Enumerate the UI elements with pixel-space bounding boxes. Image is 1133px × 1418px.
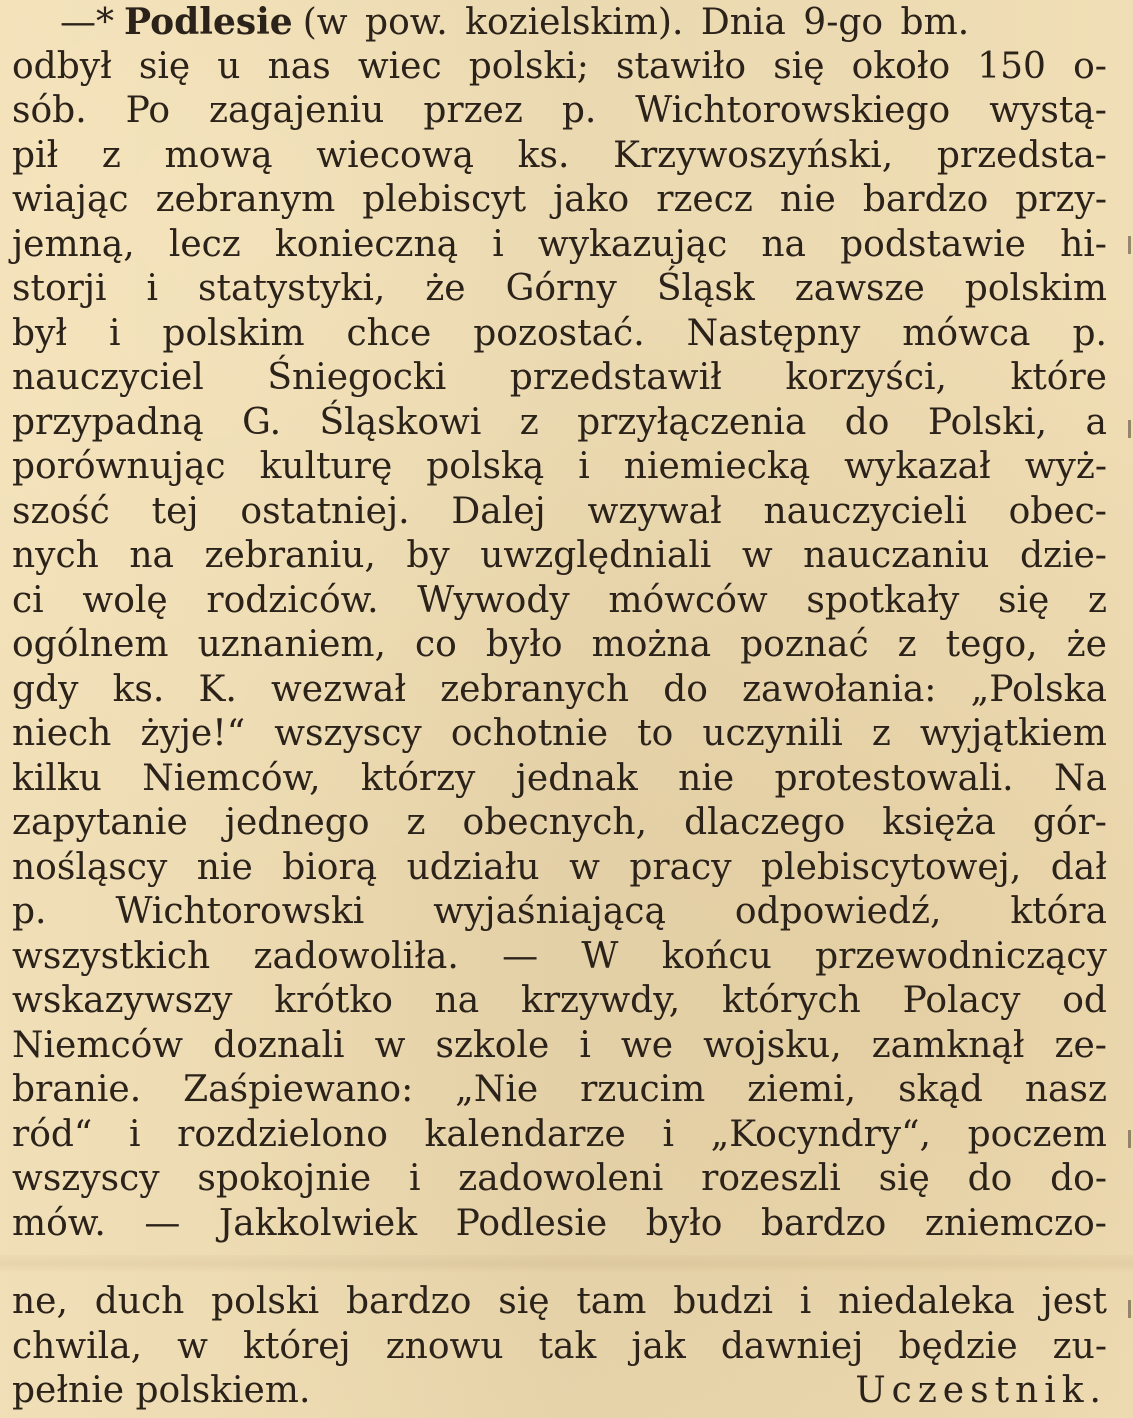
article-line: pił z mową wiecową ks. Krzywoszyński, przedsta-: [12, 134, 1107, 176]
article-line: przypadną G. Śląskowi z przyłączenia do Polski, a: [12, 401, 1107, 443]
article-first-line: [12, 0, 1107, 45]
article-line: jemną, lecz konieczną i wykazując na podstawie hi-: [12, 223, 1107, 265]
article-line: ci wolę rodziców. Wywody mówców spotkały się z: [12, 579, 1107, 621]
article-headword: Podlesie: [124, 1, 293, 43]
article-line: ogólnem uznaniem, co było można poznać z tego, że: [12, 624, 1107, 665]
article-line: (w pow. kozielskim). Dnia 9-go bm.: [302, 2, 970, 43]
page-edge-mark: [1128, 236, 1131, 254]
page-edge-mark: [1128, 420, 1131, 438]
article-line: porównując kulturę polską i niemiecką wykazał wyż-: [12, 446, 1107, 487]
article-line: wszyscy spokojnie i zadowoleni rozeszli się do do-: [12, 1158, 1107, 1199]
article-line: Niemców doznali w szkole i we wojsku, zamknął ze-: [12, 1024, 1107, 1066]
article-final-line: [12, 1369, 1107, 1414]
article-line: wiając zebranym plebiscyt jako rzecz nie bardzo przy-: [12, 179, 1107, 220]
article-line: niech żyje!“ wszyscy ochotnie to uczynili z wyjątkiem: [12, 713, 1107, 754]
news-article: [12, 0, 1107, 1246]
article-line: wskazywszy krótko na krzywdy, których Polacy od: [12, 980, 1107, 1021]
article-line: nych na zebraniu, by uwzględniali w nauczaniu dzie-: [12, 535, 1107, 576]
article-line: storji i statystyki, że Górny Śląsk zawsze polskim: [12, 268, 1107, 309]
article-line: chwila, w której znowu tak jak dawniej będzie zu-: [12, 1325, 1107, 1367]
article-line: nośląscy nie biorą udziału w pracy plebiscytowej, dał: [12, 846, 1107, 888]
article-line: ród“ i rozdzielono kalendarze i „Kocyndry“, poczem: [12, 1113, 1107, 1155]
article-line: szość tej ostatniej. Dalej wzywał nauczycieli obec-: [12, 490, 1107, 532]
article-line: sób. Po zagajeniu przez p. Wichtorowskiego wystą-: [12, 90, 1107, 131]
article-line: branie. Zaśpiewano: „Nie rzucim ziemi, skąd nasz: [12, 1069, 1107, 1110]
article-line: wszystkich zadowoliła. — W końcu przewodniczący: [12, 935, 1107, 977]
article-line: gdy ks. K. wezwał zebranych do zawołania: „Polska: [12, 668, 1107, 710]
article-line: odbył się u nas wiec polski; stawiło się około 150 o-: [12, 45, 1107, 87]
article-signature: Uczestnik.: [855, 1370, 1107, 1411]
lead-dash: —*: [60, 2, 114, 43]
article-line: p. Wichtorowski wyjaśniającą odpowiedź, która: [12, 891, 1107, 932]
page-edge-mark: [1128, 1300, 1131, 1318]
article-line: nauczyciel Śniegocki przedstawił korzyści, które: [12, 357, 1107, 398]
article-line: kilku Niemców, którzy jednak nie protestowali. Na: [12, 757, 1107, 799]
article-line: zapytanie jednego z obecnych, dlaczego księża gór-: [12, 802, 1107, 843]
article-line: pełnie polskiem.: [12, 1370, 311, 1411]
page-edge-mark: [1128, 1130, 1131, 1148]
article-line: mów. — Jakkolwiek Podlesie było bardzo zniemczo-: [12, 1202, 1107, 1244]
paper-fold: [0, 1255, 1133, 1273]
article-line: ne, duch polski bardzo się tam budzi i niedaleka jest: [12, 1281, 1107, 1322]
article-line: był i polskim chce pozostać. Następny mówca p.: [12, 312, 1107, 354]
article-continuation: [12, 1280, 1107, 1414]
